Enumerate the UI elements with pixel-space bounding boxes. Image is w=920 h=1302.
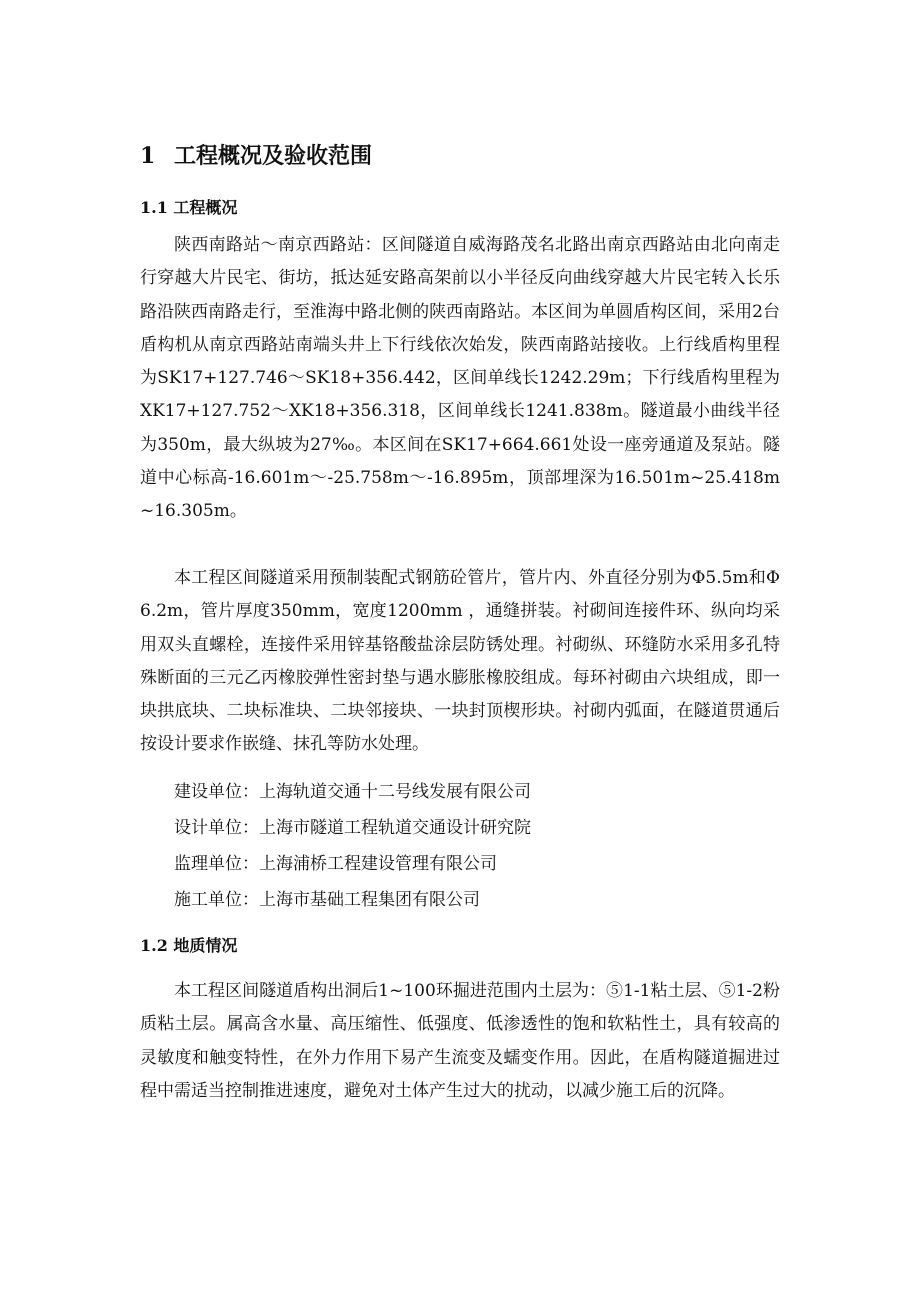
- construction-unit: 施工单位：上海市基础工程集团有限公司: [174, 890, 480, 910]
- supervision-unit: 监理单位：上海浦桥工程建设管理有限公司: [174, 854, 497, 874]
- section-heading-1-2: 1.2 地质情况: [140, 936, 238, 955]
- section-1-1-paragraph-2: 本工程区间隧道采用预制装配式钢筋砼管片，管片内、外直径分别为Φ5.5m和Φ6.2m，管片厚度350mm，宽度1200mm ，通缝拼装。衬砌间连接件环、纵向均采用双头直螺栓，连接件采用锌基铬酸盐涂层防锈处理。衬砌纵、环缝防水采用多孔特殊断面的三元乙丙橡胶弹性密封垫与遇水膨胀橡胶组成。每环衬砌由六块组成，即一块拱底块、二块标准块、二块邻接块、一块封顶楔形块。衬砌内弧面，在隧道贯通后按设计要求作嵌缝、抹孔等防水处理。: [140, 568, 780, 755]
- section-1-1-paragraph-1: 陕西南路站～南京西路站：区间隧道自威海路茂名北路出南京西路站由北向南走行穿越大片民宅、街坊，抵达延安路高架前以小半径反向曲线穿越大片民宅转入长乐路沿陕西南路走行，至淮海中路北侧的陕西南路站。本区间为单圆盾构区间，采用2台盾构机从南京西路站南端头井上下行线依次始发，陕西南路站接收。上行线盾构里程为SK17+127.746～SK18+356.442，区间单线长1242.29m；下行线盾构里程为XK17+127.752～XK18+356.318，区间单线长1241.838m。隧道最小曲线半径为350m，最大纵坡为27‰。本区间在SK17+664.661处设一座旁通道及泵站。隧道中心标高-16.601m～-25.758m～-16.895m，顶部埋深为16.501m~25.418m~16.305m。: [140, 235, 780, 522]
- owner-unit: 建设单位：上海轨道交通十二号线发展有限公司: [174, 782, 531, 802]
- section-heading-1-1: 1.1 工程概况: [140, 198, 238, 217]
- section-1-2-paragraph-1: 本工程区间隧道盾构出洞后1~100环掘进范围内土层为：⑤1-1粘土层、⑤1-2粉质粘土层。属高含水量、高压缩性、低强度、低渗透性的饱和软粘性土，具有较高的灵敏度和触变特性，在外力作用下易产生流变及蠕变作用。因此，在盾构隧道掘进过程中需适当控制推进速度，避免对土体产生过大的扰动，以减少施工后的沉降。: [140, 981, 780, 1101]
- chapter-heading: [140, 140, 372, 172]
- chapter-title: 工程概况及验收范围: [174, 143, 373, 169]
- chapter-number: 1: [140, 143, 156, 169]
- design-unit: 设计单位：上海市隧道工程轨道交通设计研究院: [174, 818, 531, 838]
